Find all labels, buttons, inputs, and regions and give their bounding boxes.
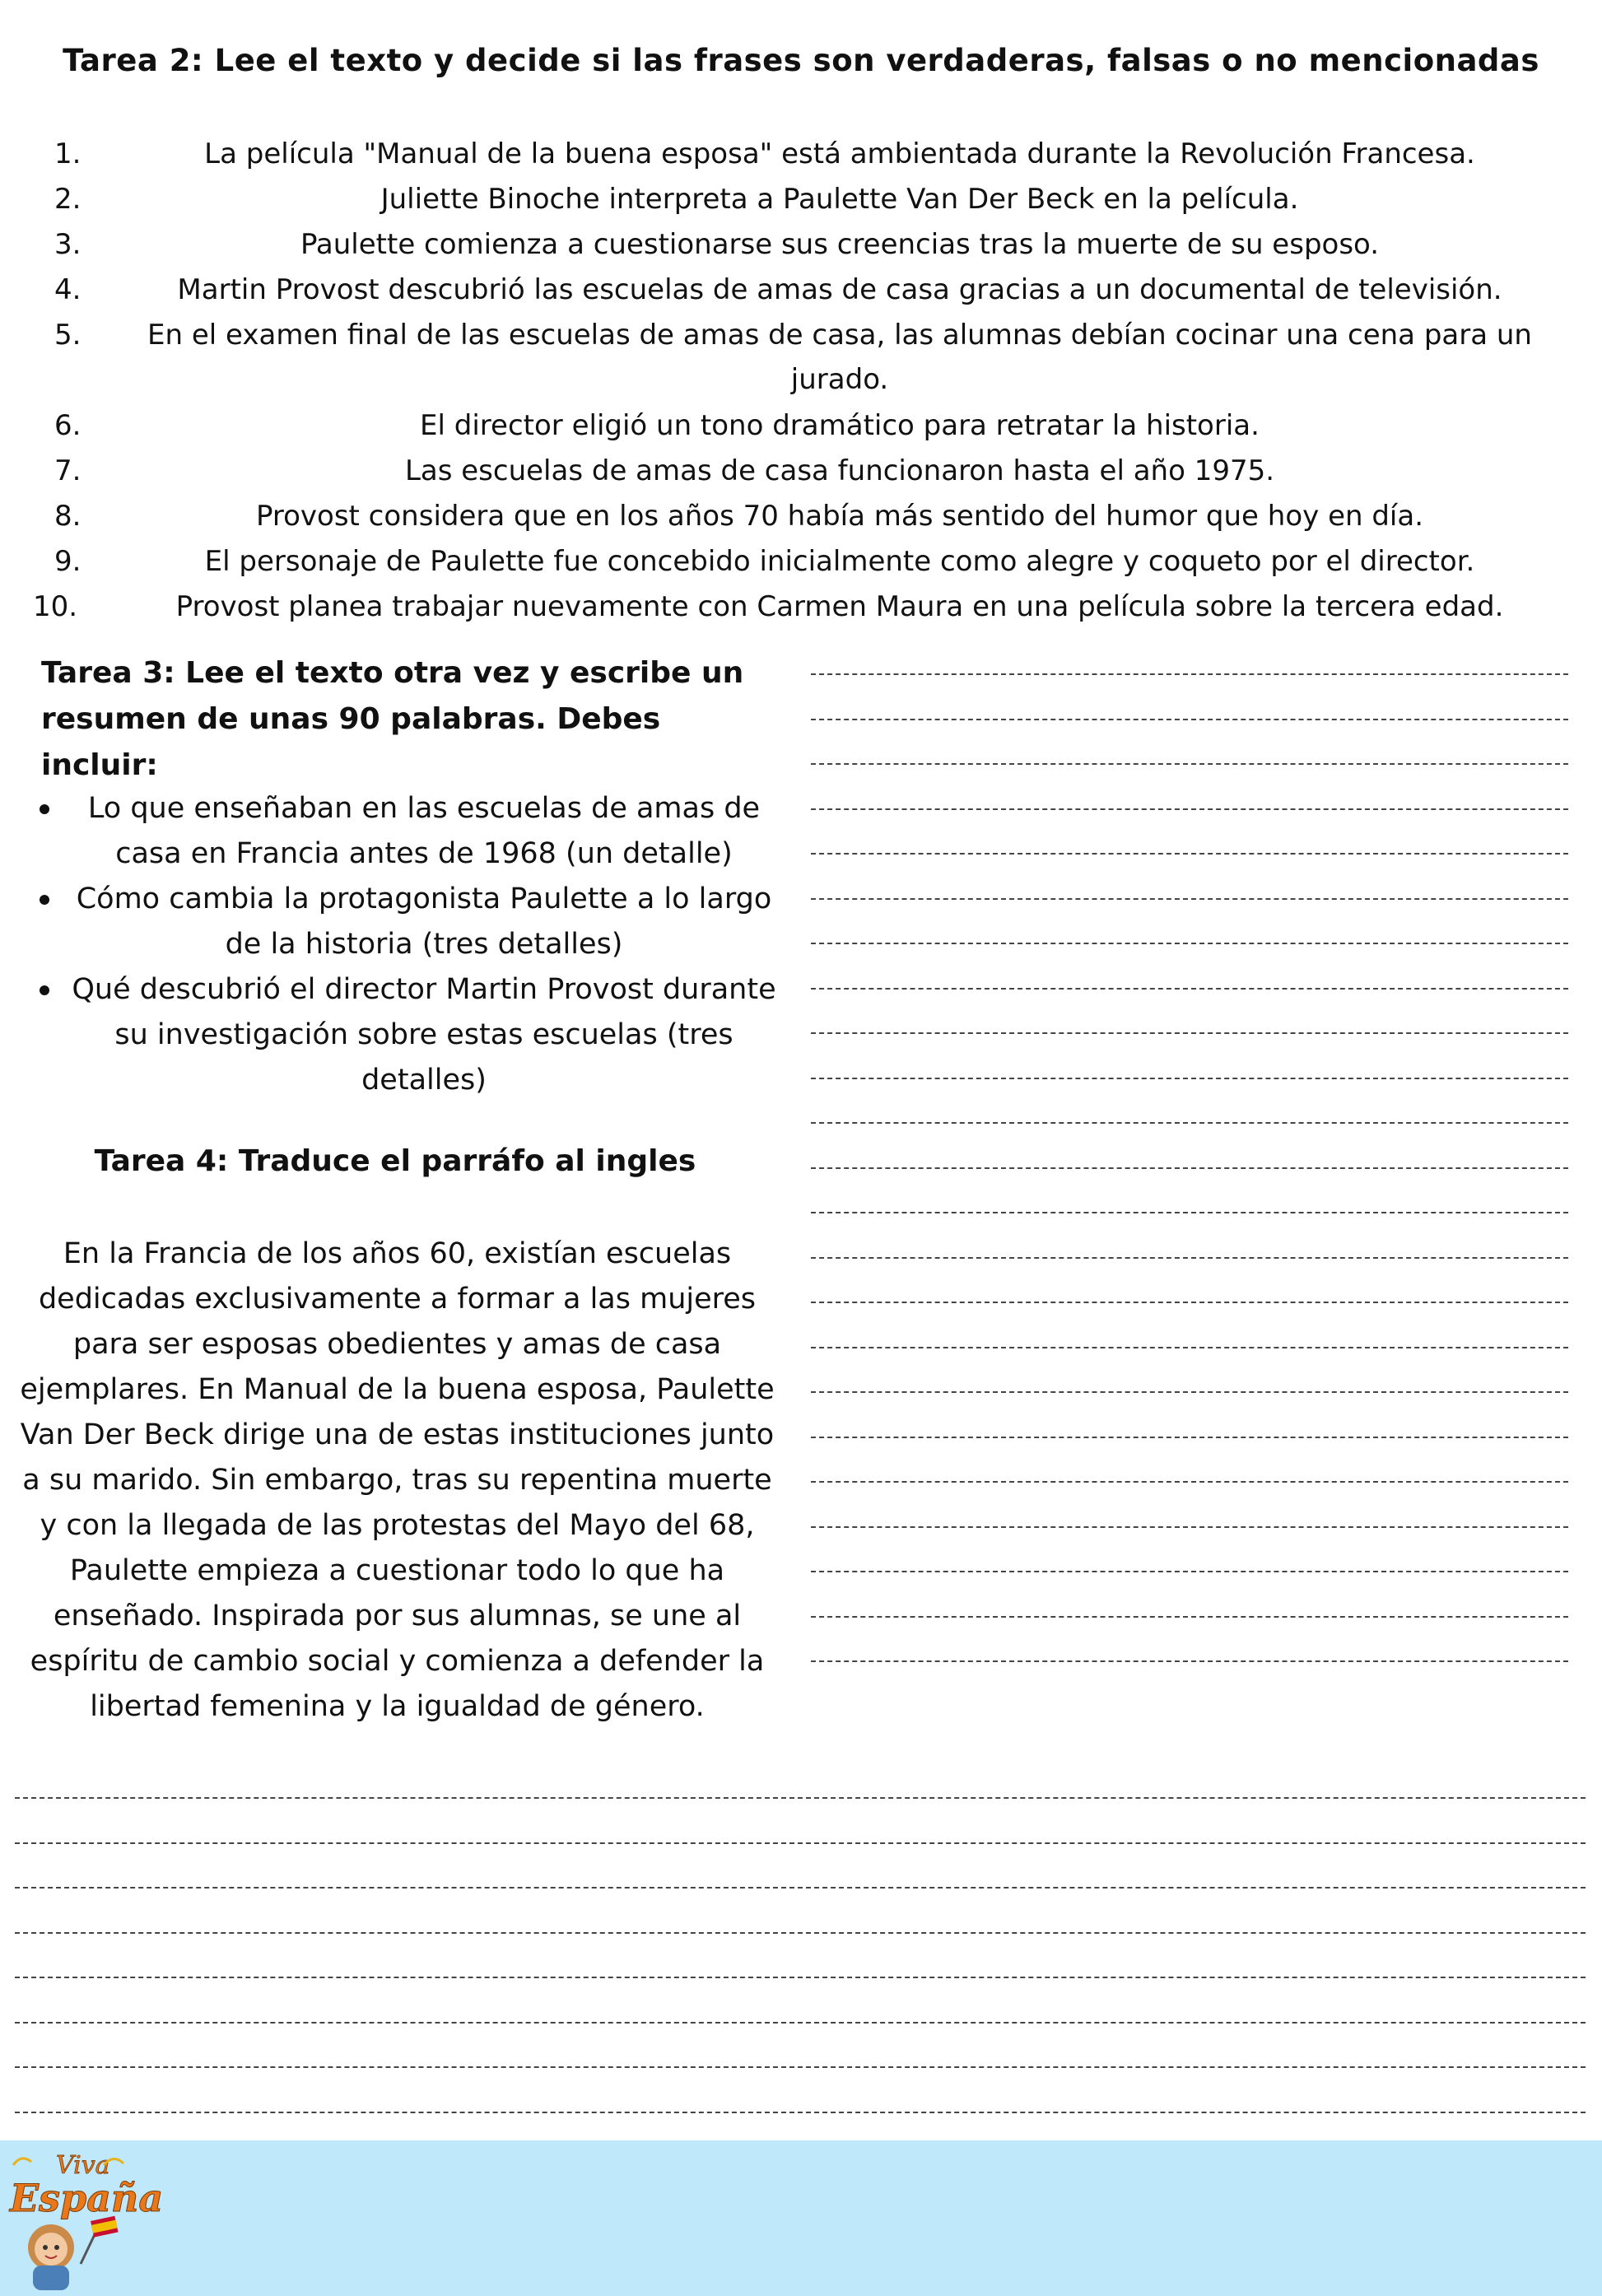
answer-line[interactable] xyxy=(15,1887,1586,1888)
answer-line[interactable] xyxy=(811,1032,1568,1034)
statement-number: 8. xyxy=(54,500,81,533)
answer-line[interactable] xyxy=(811,1571,1568,1572)
statement-item xyxy=(25,177,1572,221)
footer-band xyxy=(0,2140,1602,2296)
svg-text:España: España xyxy=(10,2176,164,2220)
statement-item xyxy=(25,268,1572,312)
task3-bullet: Qué descubrió el director Martin Provost durante su investigación sobre estas escuelas (tres detalles) xyxy=(25,967,782,1103)
statement-item xyxy=(25,539,1572,584)
statement-item xyxy=(25,132,1572,176)
answer-line[interactable] xyxy=(811,898,1568,900)
statement-number: 10. xyxy=(33,590,78,623)
statement-text: El director eligió un tono dramático para retratar la historia. xyxy=(420,409,1260,442)
statement-text: En el examen final de las escuelas de amas de casa, las alumnas debían cocinar una cena para un jurado. xyxy=(147,319,1532,396)
statement-item xyxy=(25,449,1572,493)
statement-number: 2. xyxy=(54,183,81,216)
viva-espana-logo xyxy=(5,2140,164,2293)
answer-line[interactable] xyxy=(811,1660,1568,1662)
avatar-icon xyxy=(28,2224,74,2290)
answer-line[interactable] xyxy=(811,1391,1568,1393)
statement-item xyxy=(25,403,1572,448)
task3-bullet: Cómo cambia la protagonista Paulette a lo largo de la historia (tres detalles) xyxy=(25,877,782,967)
statement-item xyxy=(25,222,1572,267)
statement-number: 6. xyxy=(54,409,81,442)
answer-line[interactable] xyxy=(811,1526,1568,1528)
statement-number: 3. xyxy=(54,228,81,261)
answer-line[interactable] xyxy=(15,1797,1586,1799)
answer-line[interactable] xyxy=(811,808,1568,810)
statement-number: 4. xyxy=(54,273,81,306)
statement-text: Martin Provost descubrió las escuelas de amas de casa gracias a un documental de televisión. xyxy=(177,273,1502,306)
statement-number: 9. xyxy=(54,545,81,578)
svg-text:Viva: Viva xyxy=(56,2151,110,2180)
statement-text: El personaje de Paulette fue concebido inicialmente como alegre y coqueto por el director. xyxy=(204,545,1475,578)
answer-line[interactable] xyxy=(811,1347,1568,1348)
answer-line[interactable] xyxy=(15,2066,1586,2068)
statement-number: 1. xyxy=(54,137,81,170)
answer-line[interactable] xyxy=(15,2022,1586,2024)
answer-line[interactable] xyxy=(15,2112,1586,2113)
answer-line[interactable] xyxy=(811,1122,1568,1124)
answer-line[interactable] xyxy=(811,1257,1568,1259)
answer-line[interactable] xyxy=(811,1212,1568,1213)
answer-line[interactable] xyxy=(811,853,1568,855)
answer-line[interactable] xyxy=(811,1302,1568,1303)
task4-heading: Tarea 4: Traduce el parráfo al ingles xyxy=(94,1144,696,1178)
task2-title: Tarea 2: Lee el texto y decide si las frases son verdaderas, falsas o no mencionadas xyxy=(63,43,1539,78)
answer-line[interactable] xyxy=(811,988,1568,990)
statement-text: Provost planea trabajar nuevamente con Carmen Maura en una película sobre la tercera edad. xyxy=(175,590,1504,623)
statement-text: La película "Manual de la buena esposa" está ambientada durante la Revolución Francesa. xyxy=(204,137,1475,170)
statement-text: Juliette Binoche interpreta a Paulette Van Der Beck en la película. xyxy=(380,183,1299,216)
answer-line[interactable] xyxy=(15,1932,1586,1934)
statement-text: Provost considera que en los años 70 había más sentido del humor que hoy en día. xyxy=(255,500,1424,533)
task3-heading: Tarea 3: Lee el texto otra vez y escribe un resumen de unas 90 palabras. Debes incluir: xyxy=(41,656,744,782)
statement-text: Paulette comienza a cuestionarse sus creencias tras la muerte de su esposo. xyxy=(300,228,1380,261)
answer-line[interactable] xyxy=(811,1078,1568,1079)
statement-item xyxy=(25,313,1572,402)
answer-line[interactable] xyxy=(15,1842,1586,1844)
answer-line[interactable] xyxy=(15,1977,1586,1978)
task3-bullet-list xyxy=(25,786,782,1103)
spain-flag-icon xyxy=(81,2216,119,2264)
statement-text: Las escuelas de amas de casa funcionaron hasta el año 1975. xyxy=(404,454,1275,487)
statement-number: 5. xyxy=(54,319,81,352)
statement-number: 7. xyxy=(54,454,81,487)
answer-line[interactable] xyxy=(811,763,1568,765)
answer-line[interactable] xyxy=(811,673,1568,675)
task3-bullet: Lo que enseñaban en las escuelas de amas de casa en Francia antes de 1968 (un detalle) xyxy=(25,786,782,877)
answer-line[interactable] xyxy=(811,1437,1568,1438)
answer-line[interactable] xyxy=(811,1481,1568,1483)
statement-item xyxy=(25,494,1572,538)
answer-line[interactable] xyxy=(811,719,1568,720)
answer-line[interactable] xyxy=(811,1167,1568,1169)
task4-paragraph: En la Francia de los años 60, existían escuelas dedicadas exclusivamente a formar a las mujeres para ser esposas obedientes y amas de casa ejemplares. En Manual de la buena esposa, Paulette Van Der Beck dirige una de estas instituciones junto a su marido. Sin embargo, tras su repentina muerte y con la llegada de las protestas del Mayo del 68, Paulette empieza a cuestionar todo lo que ha enseñado. Inspirada por sus alumnas, se une al espíritu de cambio social y comienza a defender la libertad femenina y la igualdad de género. xyxy=(20,1237,775,1723)
answer-line[interactable] xyxy=(811,943,1568,944)
statement-item xyxy=(25,584,1572,629)
answer-line[interactable] xyxy=(811,1616,1568,1618)
